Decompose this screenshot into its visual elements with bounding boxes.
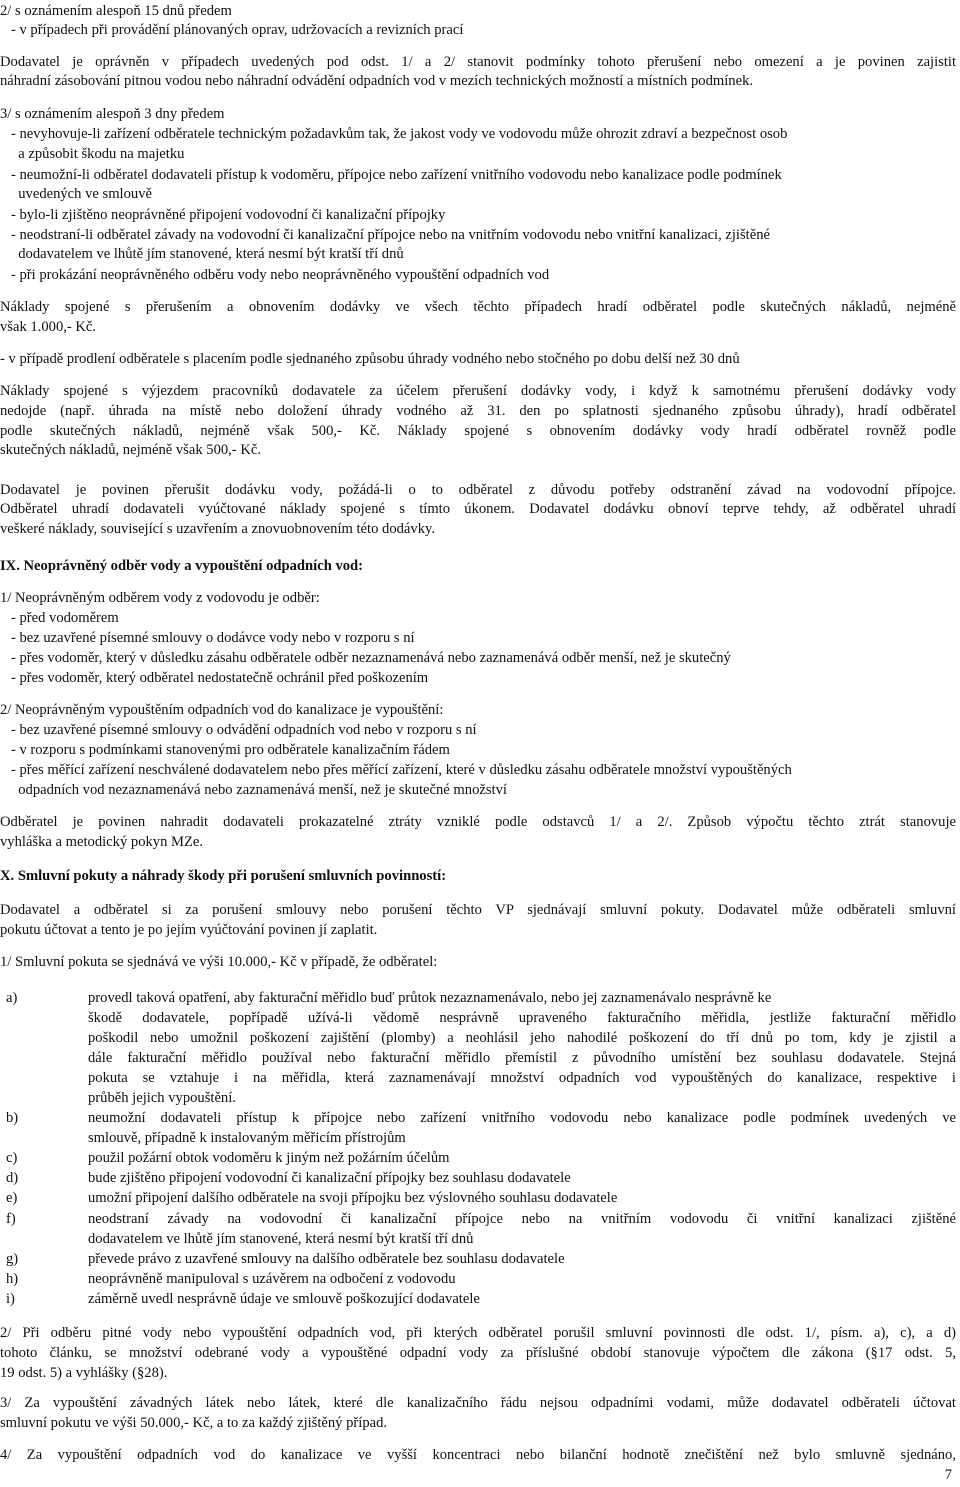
text-line: Dodavatel je oprávněn v případech uvedených pod odst. 1/ a 2/ stanovit podmínky tohoto přerušení nebo omezení a je povinen zajistit — [0, 54, 956, 70]
text-line: - neodstraní-li odběratel závady na vodovodní či kanalizační přípojce nebo na vnitřním vodovodu nebo vnitřní kanalizaci, zjištěné — [0, 227, 770, 243]
text-line: 1/ Smluvní pokuta se sjednává ve výši 10.000,- Kč v případě, že odběratel: — [0, 954, 438, 970]
list-item-line: poškodil nebo umožnil poškození zajištění (plomby) a neohlásil jeho nahodilé poškození do tří dnů po tom, kdy je zjistil a — [88, 1030, 956, 1046]
list-item-line: neodstraní závady na vodovodní či kanalizační přípojce nebo na vnitřním vodovodu či vnitřní kanalizaci zjištěné — [88, 1211, 956, 1227]
text-line: - bez uzavřené písemné smlouvy o dodávce vody nebo v rozporu s ní — [0, 630, 415, 646]
list-item-label: g) — [6, 1251, 19, 1267]
text-line: Odběratel uhradí dodavateli vyúčtované náklady spojené s tímto úkonem. Dodavatel dodávku obnoví teprve tehdy, až odběratel uhradí — [0, 501, 956, 517]
text-line: 19 odst. 5) a vyhlášky (§28). — [0, 1365, 168, 1381]
text-line: - přes měřící zařízení neschválené dodavatelem nebo přes měřící zařízení, které v důsledku zásahu odběratele množství vypouštěných — [0, 762, 792, 778]
section-heading-x: X. Smluvní pokuty a náhrady škody při porušení smluvních povinností: — [0, 868, 447, 884]
list-item-line: neoprávněně manipuloval s uzávěrem na odbočení z vodovodu — [88, 1271, 456, 1287]
text-line: 2/ Při odběru pitné vody nebo vypouštění odpadních vod, při kterých odběratel porušil smluvní povinnosti dle odst. 1/, písm. a), c), a d) — [0, 1325, 956, 1341]
list-item-label: c) — [6, 1150, 18, 1166]
list-item-line: dodavatelem ve lhůtě jím stanovené, která nesmí být kratší tří dnů — [88, 1231, 474, 1247]
text-line: - přes vodoměr, který v důsledku zásahu odběratele odběr nezaznamenává nebo zaznamenává odběr menší, než je skutečný — [0, 650, 731, 666]
text-line: - v případech při provádění plánovaných oprav, udržovacích a revizních prací — [0, 22, 464, 38]
list-item-line: umožní připojení dalšího odběratele na svoji přípojku bez výslovného souhlasu dodavatele — [88, 1190, 618, 1206]
text-line: však 1.000,- Kč. — [0, 319, 97, 335]
page-number: 7 — [944, 1467, 952, 1483]
text-line: - při prokázání neoprávněného odběru vody nebo neoprávněného vypouštění odpadních vod — [0, 267, 550, 283]
list-item-label: i) — [6, 1291, 15, 1307]
text-line: - před vodoměrem — [0, 610, 119, 626]
text-line: - přes vodoměr, který odběratel nedostatečně ochránil před poškozením — [0, 670, 429, 686]
text-line: 2/ s oznámením alespoň 15 dnů předem — [0, 3, 232, 19]
list-item-label: d) — [6, 1170, 19, 1186]
list-item-label: f) — [6, 1211, 16, 1227]
text-line: uvedených ve smlouvě — [0, 186, 152, 202]
text-line: vyhláška a metodický pokyn MZe. — [0, 834, 204, 850]
text-line: Odběratel je povinen nahradit dodavateli prokazatelné ztráty vzniklé podle odstavců 1/ a 2/. Způsob výpočtu těchto ztrát stanovuje — [0, 814, 956, 830]
text-line: podle skutečných nákladů, nejméně však 500,- Kč. Náklady spojené s obnovením dodávky vody hradí odběratel rovněž podle — [0, 423, 956, 439]
list-item-line: dále fakturační měřidlo používal nebo fakturační měřidlo přemístil z původního umístění bez souhlasu dodavatele. Stejná — [88, 1050, 956, 1066]
list-item-line: provedl taková opatření, aby fakturační měřidlo buď průtok nezaznamenávalo, nebo jej zaznamenávalo nesprávně ke — [88, 990, 772, 1006]
text-line: Náklady spojené s výjezdem pracovníků dodavatele za účelem přerušení dodávky vody, i když k samotnému přerušení dodávky vody — [0, 383, 956, 399]
list-item-label: b) — [6, 1110, 19, 1126]
text-line: - neumožní-li odběratel dodavateli přístup k vodoměru, přípojce nebo zařízení vnitřního vodovodu nebo kanalizace podle podmínek — [0, 167, 782, 183]
list-item-line: převede právo z uzavřené smlouvy na dalšího odběratele bez souhlasu dodavatele — [88, 1251, 565, 1267]
text-line: a způsobit škodu na majetku — [0, 146, 185, 162]
list-item-line: záměrně uvedl nesprávně údaje ve smlouvě poškozující dodavatele — [88, 1291, 480, 1307]
text-line: - bylo-li zjištěno neoprávněné připojení vodovodní či kanalizační přípojky — [0, 207, 446, 223]
text-line: - nevyhovuje-li zařízení odběratele technickým požadavkům tak, že jakost vody ve vodovodu může ohrozit zdraví a bezpečnost osob — [0, 126, 788, 142]
text-line: náhradní zásobování pitnou vodou nebo náhradní odvádění odpadních vod v mezích technických možností a místních podmínek. — [0, 73, 754, 89]
list-item-line: smlouvě, případně k instalovaným měřicím přístrojům — [88, 1130, 406, 1146]
text-line: - v případě prodlení odběratele s placením podle sjednaného způsobu úhrady vodného nebo stočného po dobu delší než 30 dnů — [0, 351, 740, 367]
text-line: 2/ Neoprávněným vypouštěním odpadních vod do kanalizace je vypouštění: — [0, 702, 444, 718]
text-line: skutečných nákladů, nejméně však 500,- Kč. — [0, 442, 261, 458]
text-line: 3/ s oznámením alespoň 3 dny předem — [0, 106, 225, 122]
list-item-line: škodě dodavatele, popřípadě užívá-li vědomě nesprávně upraveného fakturačního měřidla, jestliže fakturační měřidlo — [88, 1010, 956, 1026]
list-item-line: pokuta se vztahuje i na měřidla, která zaznamenávají množství odpadních vod vypouštěných do kanalizace, respektive i — [88, 1070, 956, 1086]
text-line: nedojde (např. úhrada na místě nebo doložení úhrady vodného až 31. den po splatnosti sjednaného způsobu úhrady), hradí odběratel — [0, 403, 956, 419]
text-line: 1/ Neoprávněným odběrem vody z vodovodu je odběr: — [0, 590, 320, 606]
text-line: Dodavatel je povinen přerušit dodávku vody, požádá-li o to odběratel z důvodu potřeby odstranění závad na vodovodní přípojce. — [0, 482, 956, 498]
text-line: Náklady spojené s přerušením a obnovením dodávky ve všech těchto případech hradí odběratel podle skutečných nákladů, nejméně — [0, 299, 956, 315]
text-line: 4/ Za vypouštění odpadních vod do kanalizace ve vyšší koncentraci nebo bilanční hodnotě znečištění než bylo smluvně sjednáno, — [0, 1447, 956, 1463]
text-line: 3/ Za vypouštění závadných látek nebo látek, které dle kanalizačního řádu nejsou odpadními vodami, může dodavatel odběrateli účtovat — [0, 1395, 956, 1411]
text-line: smluvní pokutu ve výši 50.000,- Kč, a to za každý zjištěný případ. — [0, 1415, 388, 1431]
section-heading-ix: IX. Neoprávněný odběr vody a vypouštění odpadních vod: — [0, 558, 364, 574]
list-item-label: e) — [6, 1190, 18, 1206]
text-line: tohoto článku, se množství odebrané vody a vypouštěné odpadní vody za příslušné období stanovuje výpočtem dle zákona (§17 odst. 5, — [0, 1345, 956, 1361]
text-line: - v rozporu s podmínkami stanovenými pro odběratele kanalizačním řádem — [0, 742, 450, 758]
text-line: - bez uzavřené písemné smlouvy o odvádění odpadních vod nebo v rozporu s ní — [0, 722, 477, 738]
list-item-label: a) — [6, 990, 18, 1006]
text-line: pokutu účtovat a tento je po jejím vyúčtování povinen jí zaplatit. — [0, 922, 378, 938]
list-item-label: h) — [6, 1271, 19, 1287]
list-item-line: bude zjištěno připojení vodovodní či kanalizační přípojky bez souhlasu dodavatele — [88, 1170, 571, 1186]
list-item-line: použil požární obtok vodoměru k jiným než požárním účelům — [88, 1150, 450, 1166]
text-line: odpadních vod nezaznamenává nebo zaznamenává menší, než je skutečné množství — [0, 782, 507, 798]
text-line: dodavatelem ve lhůtě jím stanovené, která nesmí být kratší tří dnů — [0, 246, 404, 262]
text-line: Dodavatel a odběratel si za porušení smlouvy nebo porušení těchto VP sjednávají smluvní pokuty. Dodavatel může odběrateli smluvní — [0, 902, 956, 918]
list-item-line: průběh jejich vypouštění. — [88, 1090, 236, 1106]
list-item-line: neumožní dodavateli přístup k přípojce nebo zařízení vnitřního vodovodu nebo kanalizace podle podmínek uvedených ve — [88, 1110, 956, 1126]
text-line: veškeré náklady, související s uzavřením a znovuobnovením této dodávky. — [0, 521, 435, 537]
